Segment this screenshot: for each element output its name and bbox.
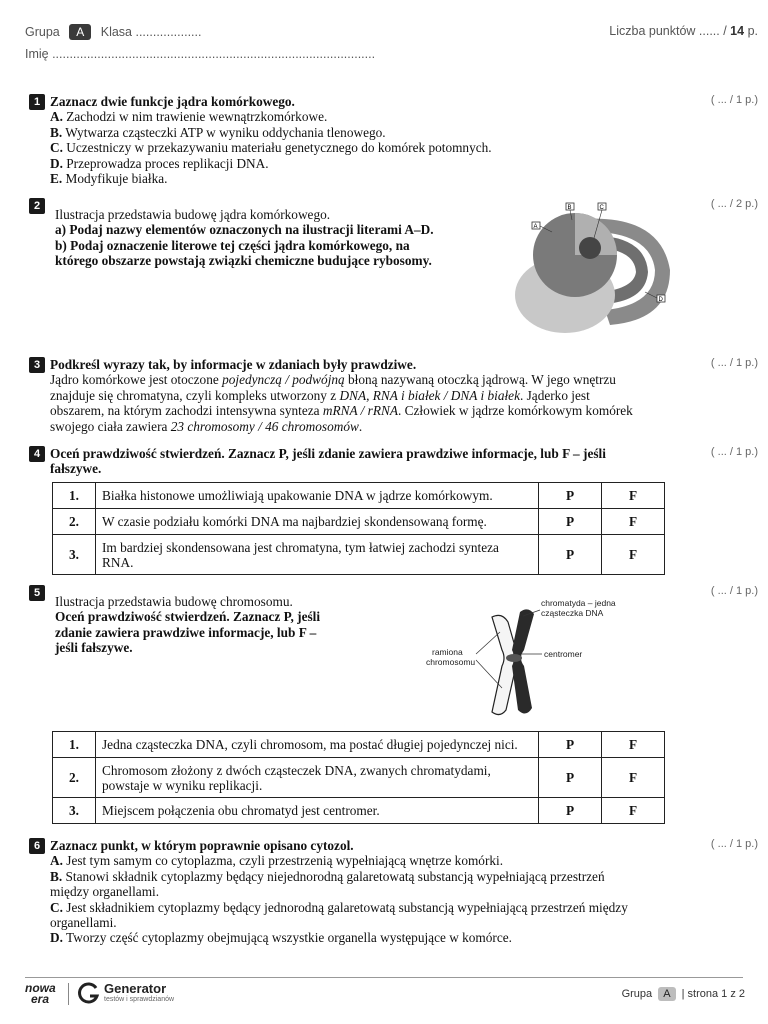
q6-option-c[interactable]: C. Jest składnikiem cytoplazmy będący jednorodną galaretowatą substancją wypełniającą przestrzeń między: [50, 899, 628, 915]
score-q1: ( ... / 1 p.): [710, 94, 758, 106]
footer-group-badge: A: [658, 987, 675, 1001]
q2-part-b-line2: którego obszarze powstają związki chemiczne budujące rybosomy.: [55, 253, 432, 269]
q1-option-e[interactable]: E. Modyfikuje białka.: [50, 171, 168, 187]
table-row: [53, 483, 665, 509]
fig-label-chromatid-1: chromatyda – jedna: [541, 598, 616, 608]
row-number: 1.: [53, 732, 96, 758]
fig-label-chromatid-2: cząsteczka DNA: [541, 608, 604, 618]
q3-line-2: znajduje się chromatyna, czyli kompleks utworzony z DNA, RNA i białek / DNA i białek. Jąderko jest: [50, 387, 590, 403]
question-2: [55, 207, 495, 269]
group-badge: A: [69, 24, 91, 40]
answer-f[interactable]: F: [602, 535, 665, 575]
table-row: [53, 535, 665, 575]
q5-intro: Ilustracja przedstawia budowę chromosomu.: [55, 594, 293, 609]
answer-f[interactable]: F: [602, 483, 665, 509]
header-group-line: [25, 24, 201, 40]
generator-title: Generator: [104, 981, 167, 996]
score-q2: ( ... / 2 p.): [710, 198, 758, 210]
q2-part-b-line1: b) Podaj oznaczenie literowe tej części jądra komórkowego, na: [55, 237, 410, 253]
score-q5: ( ... / 1 p.): [710, 585, 758, 597]
score-q6: ( ... / 1 p.): [710, 838, 758, 850]
q6-option-a[interactable]: A. Jest tym samym co cytoplazma, czyli przestrzenią wypełniającą wnętrze komórki.: [50, 853, 504, 869]
q4-prompt-line2: fałszywe.: [50, 461, 102, 477]
answer-p[interactable]: P: [539, 798, 602, 824]
q3-line-4: swojego ciała zawiera 23 chromosomy / 46 chromosomów.: [50, 418, 363, 434]
q3-line-3: obszarem, na którym zachodzi intensywna synteza mRNA / rRNA. Człowiek w jądrze komórkowym komórek: [50, 403, 633, 419]
points-suffix: p.: [747, 24, 758, 38]
answer-f[interactable]: F: [602, 732, 665, 758]
label-b: B: [567, 205, 572, 211]
score-q4: ( ... / 1 p.): [710, 446, 758, 458]
q2-part-a: a) Podaj nazwy elementów oznaczonych na ilustracji literami A–D.: [55, 222, 434, 238]
class-field: Klasa ...................: [100, 25, 202, 39]
table-row: [53, 509, 665, 535]
q6-option-b-cont: między organellami.: [50, 884, 160, 900]
answer-p[interactable]: P: [539, 483, 602, 509]
name-field: Imię .............................................................................................: [25, 47, 376, 61]
q2-intro: Ilustracja przedstawia budowę jądra komórkowego.: [55, 207, 331, 222]
statement-text: Białka histonowe umożliwiają upakowanie DNA w jądrze komórkowym.: [96, 483, 539, 509]
question-number-4: 4: [29, 446, 45, 462]
footer-divider: [25, 977, 743, 978]
q3-option-1[interactable]: pojedynczą / podwójną: [222, 372, 345, 388]
answer-p[interactable]: P: [539, 758, 602, 798]
q6-option-d[interactable]: D. Tworzy część cytoplazmy obejmującą wszystkie organella występujące w komórce.: [50, 930, 512, 946]
q6-option-b[interactable]: B. Stanowi składnik cytoplazmy będący niejednorodną galaretowatą substancją wypełniającą przestrzeń: [50, 868, 605, 884]
q1-option-c[interactable]: C. Uczestniczy w przekazywaniu materiału genetycznego do komórek potomnych.: [50, 140, 492, 156]
fig-label-arms-1: ramiona: [432, 647, 463, 657]
question-5: [55, 594, 385, 656]
question-3: [50, 357, 700, 434]
answer-p[interactable]: P: [539, 509, 602, 535]
statement-text: Im bardziej skondensowana jest chromatyna, tym łatwiej zachodzi synteza RNA.: [96, 535, 539, 575]
points-label: Liczba punktów ...... /: [609, 24, 727, 38]
row-number: 3.: [53, 798, 96, 824]
q1-option-b[interactable]: B. Wytwarza cząsteczki ATP w wyniku oddychania tlenowego.: [50, 124, 386, 140]
question-number-6: 6: [29, 838, 45, 854]
answer-p[interactable]: P: [539, 732, 602, 758]
row-number: 2.: [53, 509, 96, 535]
nucleus-illustration: [510, 200, 675, 340]
statement-text: Miejscem połączenia obu chromatyd jest centromer.: [96, 798, 539, 824]
logo-divider: [68, 983, 69, 1005]
q3-prompt: Podkreśl wyrazy tak, by informacje w zdaniach były prawdziwe.: [50, 357, 417, 372]
question-1: [50, 94, 700, 186]
generator-logo-icon: [77, 982, 101, 1006]
q3-option-2[interactable]: DNA, RNA i białek / DNA i białek: [339, 387, 520, 403]
chromatid-white: [492, 615, 516, 714]
q5-prompt-line1: Oceń prawdziwość stwierdzeń. Zaznacz P, jeśli: [55, 609, 321, 625]
q1-option-a[interactable]: A. Zachodzi w nim trawienie wewnątrzkomórkowe.: [50, 109, 328, 125]
statement-text: Jedna cząsteczka DNA, czyli chromosom, ma postać długiej pojedynczej nici.: [96, 732, 539, 758]
q1-prompt: Zaznacz dwie funkcje jądra komórkowego.: [50, 94, 295, 109]
points-summary: [609, 24, 758, 38]
label-c: C: [599, 205, 604, 211]
table-row: [53, 758, 665, 798]
question-4: [50, 446, 700, 477]
points-total: 14: [730, 24, 745, 38]
answer-f[interactable]: F: [602, 758, 665, 798]
q6-option-c-cont: organellami.: [50, 915, 117, 931]
nucleolus: [579, 237, 601, 259]
label-d: D: [658, 297, 663, 303]
row-number: 3.: [53, 535, 96, 575]
table-row: [53, 732, 665, 758]
fig-label-centromere: centromer: [544, 649, 583, 659]
question-number-3: 3: [29, 357, 45, 373]
q1-option-d[interactable]: D. Przeprowadza proces replikacji DNA.: [50, 155, 269, 171]
statement-text: Chromosom złożony z dwóch cząsteczek DNA, zwanych chromatydami, powstaje w wyniku replikacji.: [96, 758, 539, 798]
fig-label-arms-2: chromosomu: [426, 657, 476, 667]
group-label: Grupa: [25, 25, 60, 39]
nowa-era-logo: nowa era: [25, 981, 56, 1006]
statement-text: W czasie podziału komórki DNA ma najbardziej skondensowaną formę.: [96, 509, 539, 535]
q6-prompt: Zaznacz punkt, w którym poprawnie opisano cytozol.: [50, 838, 354, 853]
q4-prompt-line1: Oceń prawdziwość stwierdzeń. Zaznacz P, jeśli zdanie zawiera prawdziwe informacje, lub F – jeśli: [50, 446, 606, 461]
answer-f[interactable]: F: [602, 798, 665, 824]
q5-prompt-line2: zdanie zawiera prawdziwe informacje, lub F –: [55, 624, 317, 640]
q4-table: [52, 482, 665, 575]
q5-prompt-line3: jeśli fałszywe.: [55, 640, 133, 656]
score-q3: ( ... / 1 p.): [710, 357, 758, 369]
centromere: [506, 654, 522, 662]
footer-page-info: [622, 987, 745, 1001]
table-row: [53, 798, 665, 824]
question-number-2: 2: [29, 198, 45, 214]
row-number: 1.: [53, 483, 96, 509]
q3-option-4[interactable]: 23 chromosomy / 46 chromosomów: [170, 418, 359, 434]
generator-subtitle: testów i sprawdzianów: [104, 996, 175, 1003]
question-number-5: 5: [29, 585, 45, 601]
q3-line-1: Jądro komórkowe jest otoczone pojedynczą / podwójną błoną nazywaną otoczką jądrową. W jego wnętrzu: [50, 372, 616, 388]
q3-option-3[interactable]: mRNA / rRNA: [322, 403, 398, 419]
answer-p[interactable]: P: [539, 535, 602, 575]
label-a: A: [533, 224, 538, 230]
question-6: [50, 838, 700, 946]
row-number: 2.: [53, 758, 96, 798]
footer-group-label: Grupa: [621, 988, 653, 1000]
footer-page-number: | strona 1 z 2: [681, 988, 745, 1000]
chromosome-illustration: [420, 592, 635, 722]
answer-f[interactable]: F: [602, 509, 665, 535]
question-number-1: 1: [29, 94, 45, 110]
q5-table: [52, 731, 665, 824]
